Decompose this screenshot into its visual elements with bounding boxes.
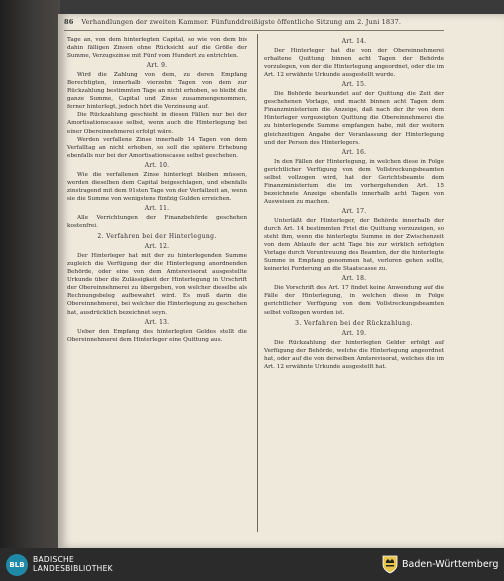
page-number: 86 [64,18,74,26]
column-divider [257,34,258,532]
header-rule [64,30,444,31]
article-heading: Art. 9. [146,62,168,70]
page-running-title: Verhandlungen der zweiten Kammer. Fünfunddreißigste öffentliche Sitzung am 2. Juni 1837. [81,18,402,26]
article-heading: Art. 14. [341,38,367,45]
article-heading: Art. 15. [341,81,367,89]
blb-logo-icon[interactable]: BLB [6,554,28,576]
footer-brand-bar [0,548,504,581]
library-name-line2: LANDESBIBLIOTHEK [33,564,113,573]
paragraph: Alle Verrichtungen der Finanzbehörde geschehen kostenfrei. [67,214,247,230]
article-heading: Art. 10. [144,161,170,169]
baden-wuerttemberg-crest-icon [382,555,398,574]
article-heading: Art. 13. [144,318,170,326]
left-text-column [67,36,247,344]
paragraph: Der Hinterleger hat mit der zu hinterlegenden Summe zugleich die Verfügung der die Hinterlegung anordnenden Behörde, oder eine von dem Amtsrevisorat ausgestellte Urkunde über die Zulässigkeit der Hinterlegung in Urschrift der Obereinnehmerei zu übergeben, von welcher dieselbe als Rechnungsbeleg aufbewahrt wird. Es muß darin die Obereinnehmerei, bei welcher die Hinterlegung zu geschehen hat, ausdrücklich bezeichnet seyn. [67,253,247,316]
article-heading: Art. 11. [144,204,170,212]
article-heading: Art. 17. [341,207,367,215]
paragraph: In den Fällen der Hinterlegung, in welchen diese in Folge gerichtlicher Verfügung von dem Vollstreckungsbeamten selbst vollzogen wird, hat der Gerichtsbeamte dem Finanzministerium die im vorhergehenden Art. 15 bezeichnete Anzeige ebenfalls innerhalb acht Tagen von Ausweisen zu machen. [264,158,444,205]
paragraph: Die Vorschrift des Art. 17 findet keine Anwendung auf die Fälle der Hinterlegung, in welchen diese in Folge gerichtlicher Verfügung von dem Vollstreckungsbeamten selbst vollzogen worden ist. [264,285,444,316]
article-heading: Art. 16. [341,148,367,156]
paragraph: Unterläßt der Hinterleger, der Behörde innerhalb der durch Art. 14 bestimmten Frist die Quittung vorzuzeigen, so steht ihm, wenn die hinterlegte Summe in der Zwischenzeit von dem Ablaufe der acht Tage bis zur wirklich erfolgten Vorlage durch Veruntreuung des Beamten, der die hinterlegte Summe in Empfang genommen hat, verloren gehen sollte, keinerlei Forderung an die Staatscasse zu. [264,217,444,273]
article-heading: Art. 19. [341,329,367,337]
paragraph: Werden verfallene Zinse innerhalb 14 Tagen von dem Verfalltag an nicht erhoben, so soll die spätere Erhebung ebenfalls nur bei der Amortisationscasse selbst geschehen. [67,136,247,159]
page-header [64,18,444,26]
section-heading: 2. Verfahren bei der Hinterlegung. [97,233,217,241]
state-name[interactable]: Baden-Württemberg [402,559,499,570]
article-heading: Art. 18. [341,275,367,283]
article-heading: Art. 12. [144,243,170,251]
paragraph: Wie die verfallenen Zinse hinterlegt bleiben müssen, werden dieselben dem Capital beigeschlagen, und ebenfalls zinstragend mit dem 91sten Tage von der Verfallzeit an, wenn sie die Summe von wenigstens fünfzig Gulden erreichen. [67,171,247,202]
paragraph: Tage an, von dem hinterlegten Capital, so wie von dem bis dahin fälligen Zinsen ohne Rücksicht auf die Größe der Summe, Verzugszinse mit Fünf vom Hundert zu entrichten. [67,37,247,60]
book-spine-shadow [0,0,60,548]
paragraph: Der Hinterleger hat die von der Obereinnehmerei erhaltene Quittung binnen acht Tagen der Behörde vorzulegen, von der die Hinterlegung angeordnet, oder die im Art. 12 erwähnte Urkunde ausgestellt wurde. [264,48,444,79]
paragraph: Die Behörde beurkundet auf der Quittung die Zeit der geschehenen Vorlage, und macht binnen acht Tagen dem Finanzministerium die Anzeige, daß nach der ihr von dem Hinterleger vorgezeigten Quittung die Obereinnehmerei die zu hinterlegende Summe empfangen habe, mit der weitern gleichzeitigen Angabe der Veranlassung der Hinterlegung und der Person des Hinterlegers. [264,91,444,146]
paragraph: Die Rückzahlung geschieht in diesen Fällen nur bei der Amortisationscasse selbst, wenn auch die Hinterlegung bei einer Obereinnehmerei erfolgt wäre. [67,112,247,135]
section-heading: 3. Verfahren bei der Rückzahlung. [295,319,413,327]
right-text-column [264,36,444,371]
paragraph: Die Rückzahlung der hinterlegten Gelder erfolgt auf Verfügung der Behörde, welche die Hinterlegung angeordnet hat, oder auf die von derselben Amtsrevisorat, welches die im Art. 12 erwähnte Urkunde ausgestellt hat. [264,339,444,370]
paragraph: Ueber den Empfang des hinterlegten Geldes stellt die Obereinnehmerei dem Hinterleger eine Quittung aus. [67,328,247,343]
library-name-line1: BADISCHE [33,555,75,564]
paragraph: Wird die Zahlung von dem, zu deren Empfang Berechtigten, innerhalb vierzehn Tagen von dem zur Rückzahlung bestimmten Tage an nicht erhoben, so bleibt die ganze Summe, Capital und Zinse zusammengenommen, ferner hinterlegt, jedoch hört die Verzinsung auf. [67,72,247,111]
library-name[interactable] [33,555,113,573]
